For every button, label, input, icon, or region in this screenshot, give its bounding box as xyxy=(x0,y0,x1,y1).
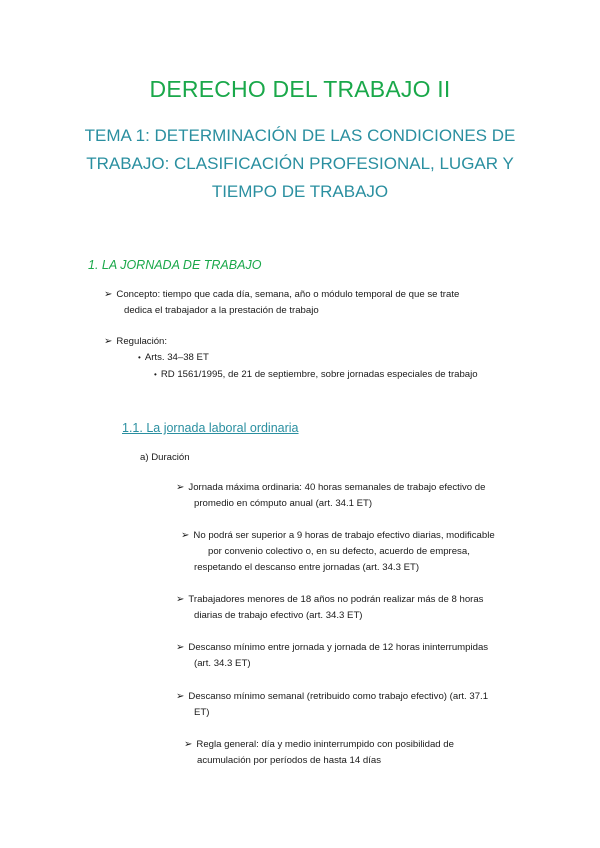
item-text-cont: ET) xyxy=(194,707,210,718)
arrow-bullet-icon: ➢ xyxy=(176,594,185,605)
bullet-icon: • xyxy=(154,370,157,379)
item-text-cont: acumulación por períodos de hasta 14 días xyxy=(197,755,382,766)
sub-heading-duracion: a) Duración xyxy=(140,452,190,463)
regulacion-label: Regulación: xyxy=(116,336,168,347)
arrow-bullet-icon: ➢ xyxy=(104,336,113,347)
bullet-icon: • xyxy=(138,353,141,362)
section-heading-jornada: 1. LA JORNADA DE TRABAJO xyxy=(88,258,262,272)
item-text: Regla general: día y medio ininterrumpido con posibilidad de xyxy=(196,739,454,750)
arrow-bullet-icon: ➢ xyxy=(181,530,190,541)
arrow-bullet-icon: ➢ xyxy=(176,642,185,653)
section-heading-jornada-ordinaria: 1.1. La jornada laboral ordinaria xyxy=(122,421,299,435)
list-item-regulacion xyxy=(104,333,167,350)
document-subtitle: TEMA 1: DETERMINACIÓN DE LAS CONDICIONES DE TRABAJO: CLASIFICACIÓN PROFESIONAL, LUGAR Y TIEMPO DE TRABAJO xyxy=(84,126,516,201)
item-text-cont: diarias de trabajo efectivo (art. 34.3 ET) xyxy=(194,610,363,621)
arts-text: Arts. 34–38 ET xyxy=(144,352,209,363)
item-text: No podrá ser superior a 9 horas de trabajo efectivo diarias, modificable xyxy=(193,530,495,541)
item-text: Trabajadores menores de 18 años no podrán realizar más de 8 horas xyxy=(188,594,484,605)
list-item-descanso-jornadas xyxy=(176,639,488,656)
arrow-bullet-icon: ➢ xyxy=(184,739,193,750)
item-text: Descanso mínimo semanal (retribuido como trabajo efectivo) (art. 37.1 xyxy=(188,691,489,702)
list-item-regla-general xyxy=(184,736,454,753)
list-item-menores xyxy=(176,591,483,608)
item-text-cont: por convenio colectivo o, en su defecto, acuerdo de empresa, xyxy=(208,546,470,557)
list-item-concepto xyxy=(104,286,459,303)
concepto-text: Concepto: tiempo que cada día, semana, año o módulo temporal de que se trate xyxy=(116,289,460,300)
arrow-bullet-icon: ➢ xyxy=(176,691,185,702)
arrow-bullet-icon: ➢ xyxy=(176,482,185,493)
concepto-text-cont: dedica el trabajador a la prestación de trabajo xyxy=(124,305,319,316)
list-item-arts xyxy=(138,349,209,366)
item-text-cont: respetando el descanso entre jornadas (art. 34.3 ET) xyxy=(194,562,420,573)
item-text-cont: (art. 34.3 ET) xyxy=(194,658,251,669)
arrow-bullet-icon: ➢ xyxy=(104,289,113,300)
list-item-rd xyxy=(154,366,478,383)
list-item-descanso-semanal xyxy=(176,688,488,705)
list-item-nueve-horas xyxy=(181,527,495,544)
document-title: DERECHO DEL TRABAJO II xyxy=(149,76,451,102)
rd-text: RD 1561/1995, de 21 de septiembre, sobre jornadas especiales de trabajo xyxy=(160,369,478,380)
item-text-cont: promedio en cómputo anual (art. 34.1 ET) xyxy=(194,498,373,509)
item-text: Jornada máxima ordinaria: 40 horas semanales de trabajo efectivo de xyxy=(188,482,486,493)
item-text: Descanso mínimo entre jornada y jornada de 12 horas ininterrumpidas xyxy=(188,642,489,653)
list-item-jornada-maxima xyxy=(176,479,485,496)
